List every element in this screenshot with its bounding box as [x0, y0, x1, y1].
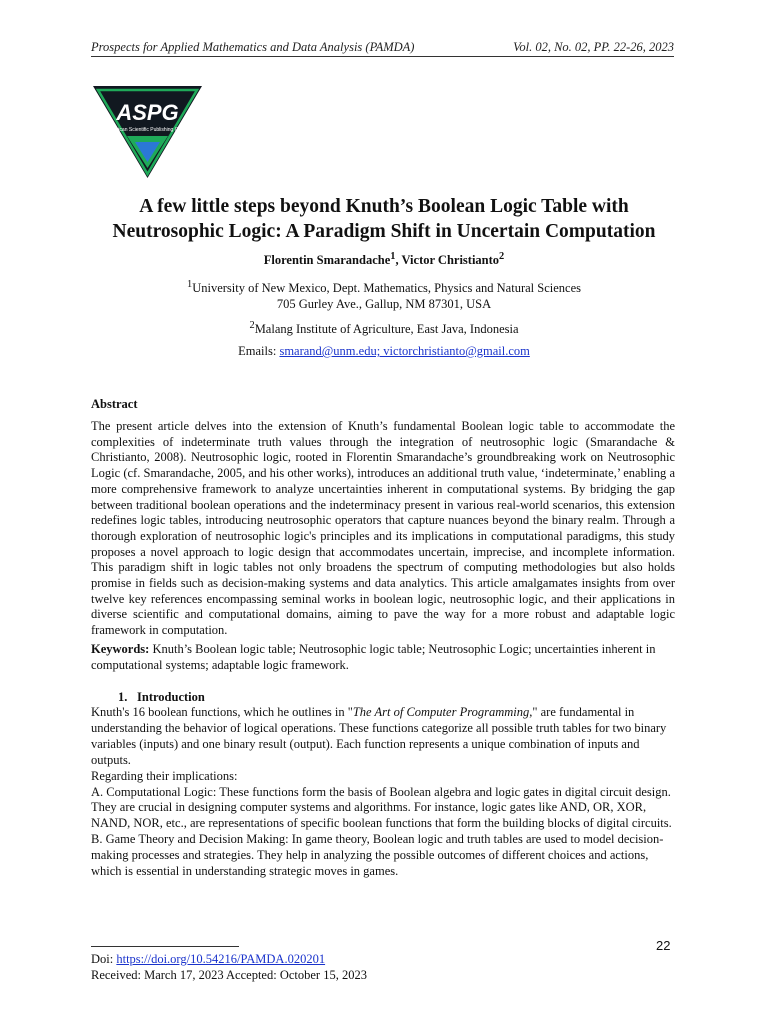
paragraph: Knuth's 16 boolean functions, which he outlines in "The Art of Computer Programming," are fundamental in understanding the behavior of logical operations. These functions categorize all possible truth tables for two binary variables (inputs) and one binary result (output). Each function represents a unique combination of inputs and outputs.: [91, 705, 667, 767]
running-header: [91, 40, 674, 57]
keywords: Keywords: Knuth’s Boolean logic table; Neutrosophic logic table; Neutrosophic Logic; uncertainties inherent in computational systems; adaptable logic framework.: [91, 642, 656, 672]
paragraph: A. Computational Logic: These functions form the basis of Boolean algebra and logic gates in digital circuit design. They are crucial in designing computer systems and algorithms. For instance, logic gates like AND, OR, XOR, NAND, NOR, etc., are representations of specific boolean functions that form the building blocks of digital circuits.: [91, 784, 672, 831]
volume-info: Vol. 02, No. 02, PP. 22-26, 2023: [513, 40, 674, 54]
svg-text:American Scientific Publishing: American Scientific Publishing Group: [106, 127, 189, 133]
contact-emails: Emails: smarand@unm.edu; victorchristianto@gmail.com: [238, 344, 530, 358]
introduction-body: [91, 705, 675, 880]
abstract-heading: Abstract: [91, 397, 138, 411]
paragraph: B. Game Theory and Decision Making: In game theory, Boolean logic and truth tables are used to model decision-making processes and strategies. They help in analyzing the possible outcomes of different choices and actions, which is essential in understanding strategic moves in games.: [91, 832, 664, 879]
affiliation-1: $^1$University of New Mexico, Dept. Mathematics, Physics and Natural Sciences 705 Gurley Ave., Gallup, NM 87301, USA: [187, 279, 581, 312]
svg-text:ASPG: ASPG: [116, 100, 179, 125]
received-dates: Received: March 17, 2023 Accepted: October 15, 2023: [91, 968, 367, 982]
journal-name: Prospects for Applied Mathematics and Data Analysis (PAMDA): [91, 40, 415, 54]
footer: Doi: https://doi.org/10.54216/PAMDA.020201 Received: March 17, 2023 Accepted: October 15, 2023: [91, 952, 367, 982]
author-list: Florentin Smarandache$^1$, Victor Christianto$^2$: [263, 251, 505, 268]
paragraph: Regarding their implications:: [91, 768, 238, 783]
affiliation-2: $^2$Malang Institute of Agriculture, East Java, Indonesia: [249, 320, 519, 337]
aspg-logo: [93, 86, 202, 178]
doi-link[interactable]: https://doi.org/10.54216/PAMDA.020201: [116, 952, 326, 966]
author-name: Florentin Smarandache: [263, 253, 391, 268]
author-name: Victor Christianto: [401, 253, 500, 268]
paper-title: A few little steps beyond Knuth’s Boolean Logic Table with Neutrosophic Logic: A Paradigm Shift in Uncertain Computation: [112, 196, 656, 242]
page-number: 22: [656, 938, 671, 953]
section-heading: 1. Introduction: [118, 690, 205, 704]
footer-divider: [91, 946, 239, 947]
email-link[interactable]: smarand@unm.edu; victorchristianto@gmail.com: [279, 344, 530, 358]
abstract-body: The present article delves into the extension of Knuth’s fundamental Boolean logic table to accommodate the complexities of indeterminate truth values through the integration of neutrosophic logic (Smarandache & Christianto, 2008). Neutrosophic logic, rooted in Florentin Smarandache’s groundbreaking work on Neutrosophic Logic (cf. Smarandache, 2005, and his other works), introduces an additional truth value, ‘indeterminate,’ enabling a more comprehensive framework to analyze uncertainties inherent in computational systems. By bridging the gap between traditional boolean operations and the indeterminacy present in various real-world scenarios, this extension redefines logic tables, introducing neutrosophic operators that capture nuances beyond the binary realm. Through a thorough exploration of neutrosophic logic's principles and its implications in computational paradigms, this study proposes a novel approach to logic design that accommodates uncertain, imprecise, and incomplete information. This paradigm shift in logic tables not only broadens the spectrum of computing methodologies but also holds promise in fields such as decision-making systems and data analytics. This article amalgamates insights from over twelve key references encompassing seminal works in boolean logic, neutrosophic logic, and their applications in diverse scientific and computational domains, aiming to pave the way for a more robust and adaptable logic framework in computation.: [91, 419, 675, 638]
keywords-label: Keywords:: [91, 642, 150, 656]
